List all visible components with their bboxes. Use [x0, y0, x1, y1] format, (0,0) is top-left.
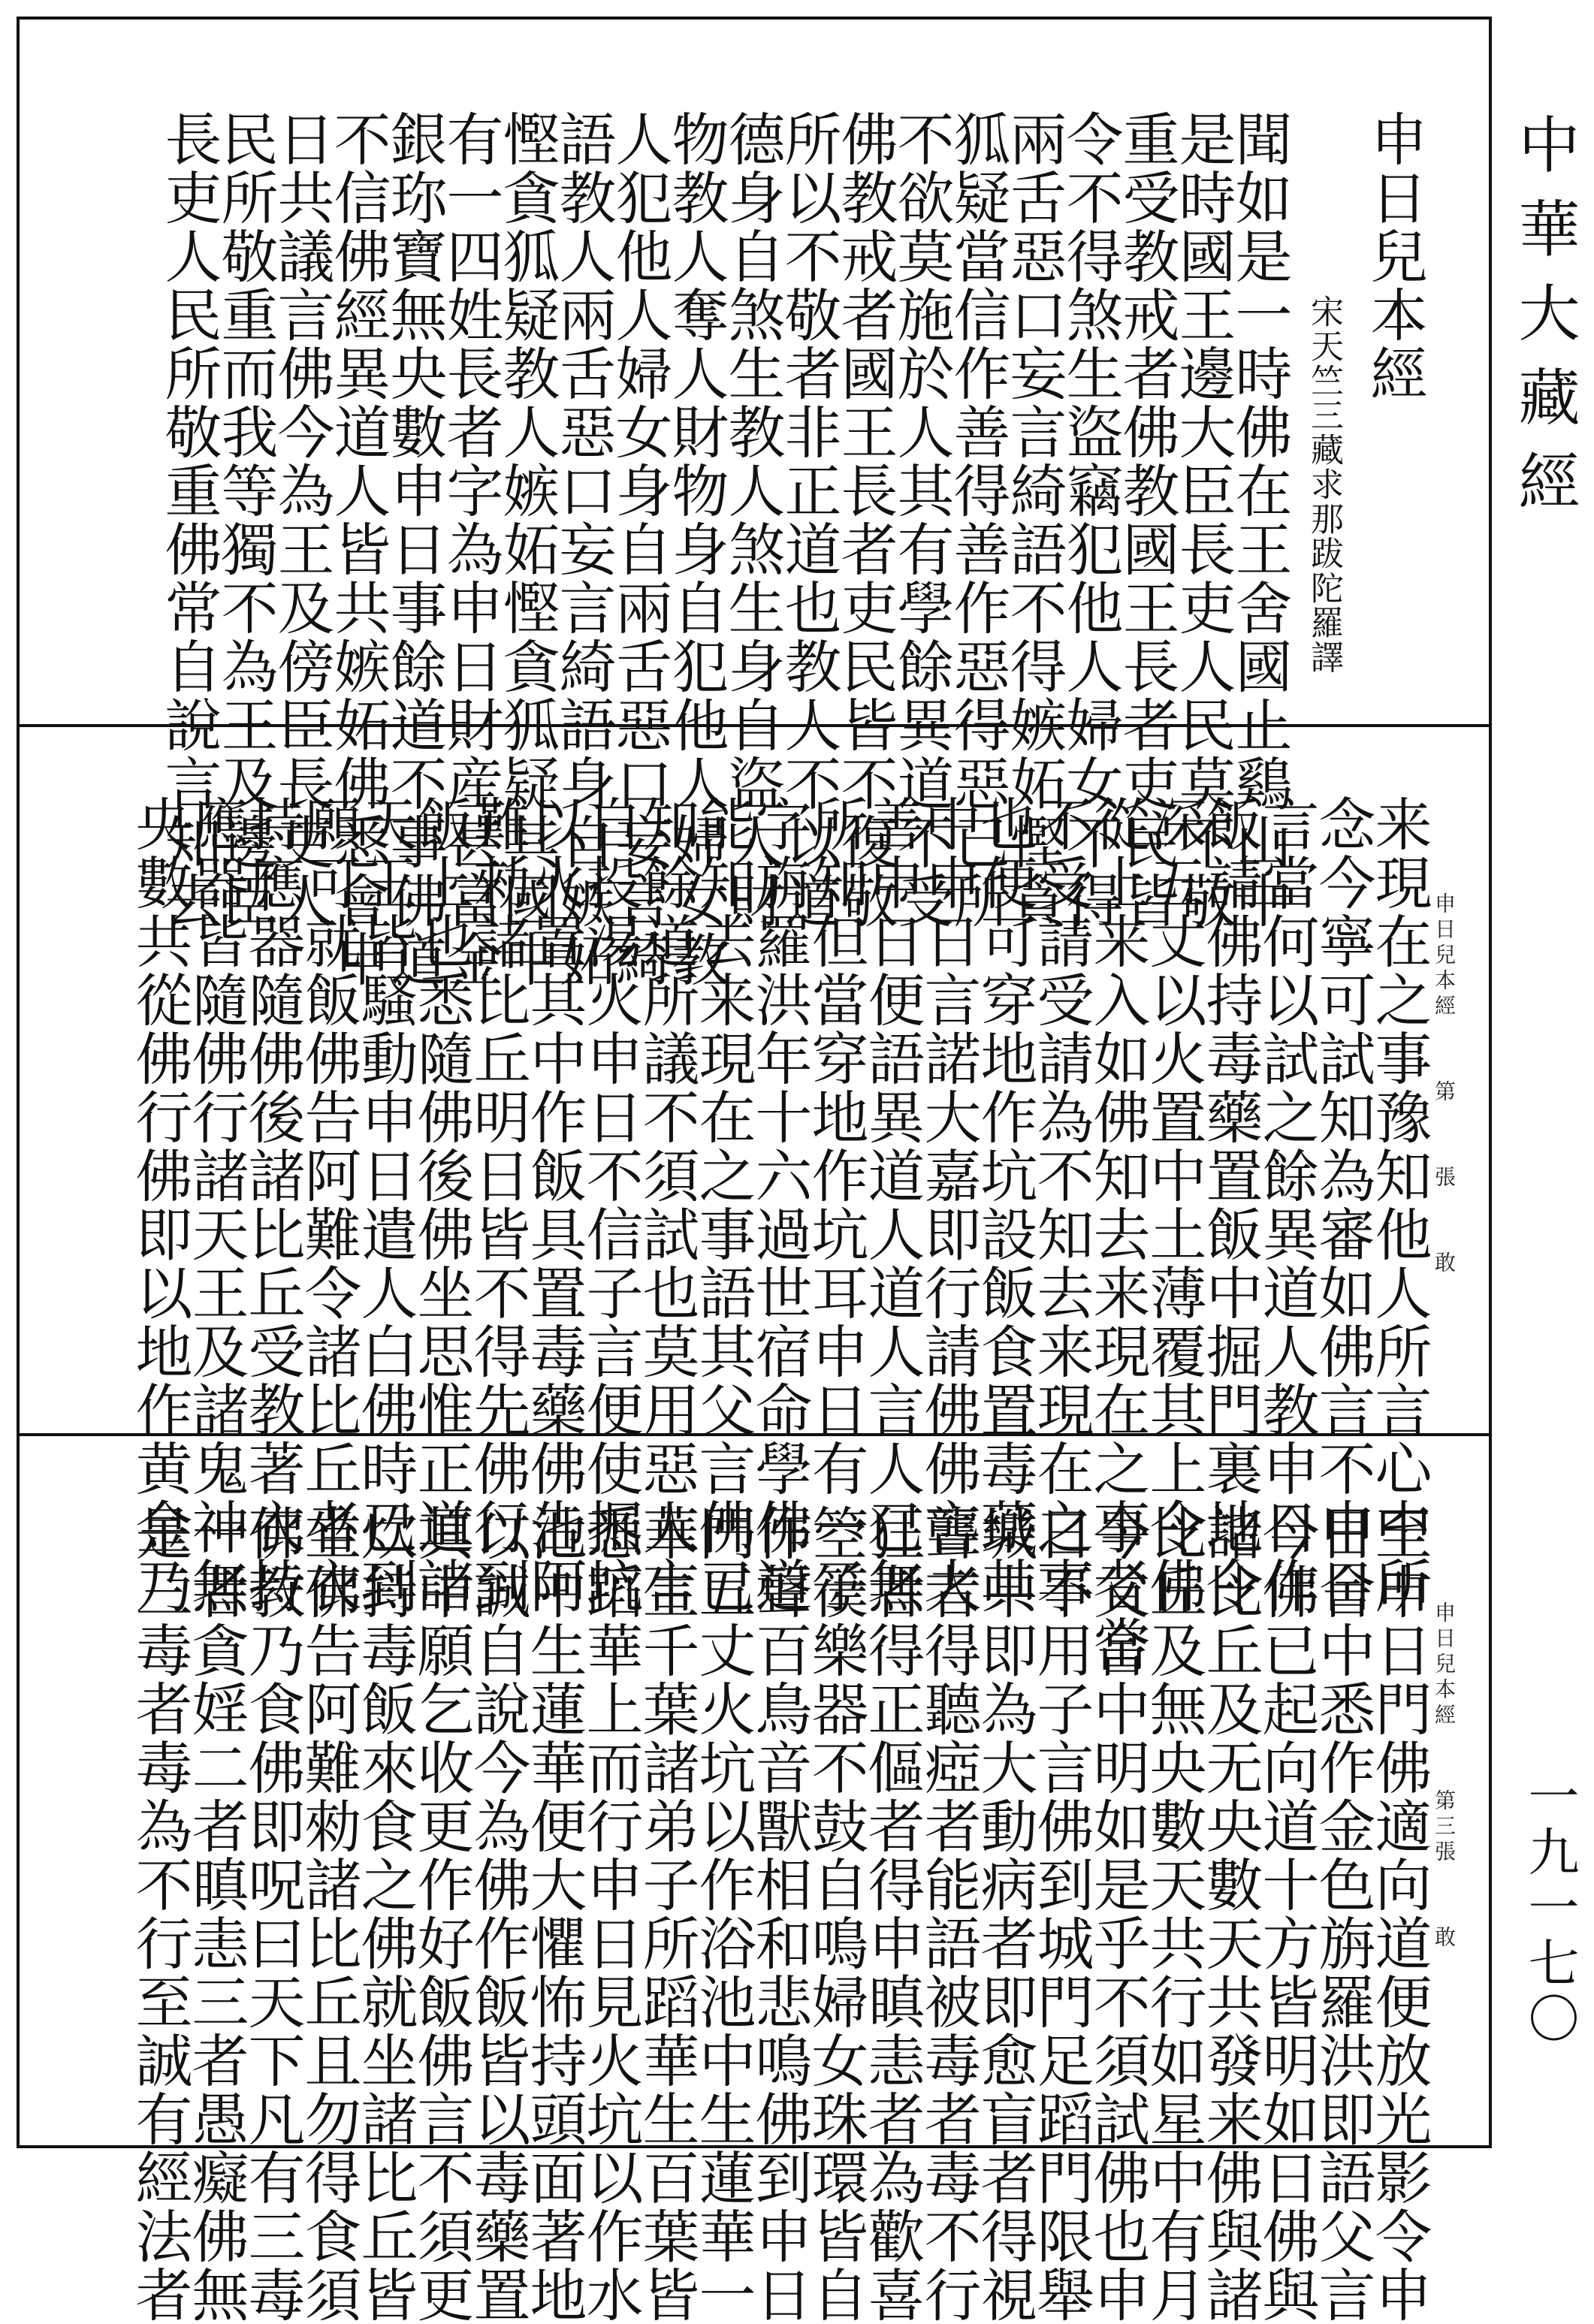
text-column: 深五丈以火置中土薄覆其上令佛: [1140, 795, 1207, 1615]
page-number: 一九一七〇: [1520, 1770, 1579, 2048]
text-column: 不信佛經異道人皆共嫉妬佛悉會申: [325, 110, 391, 988]
text-column: 門五丈火坑以作浴池中生蓮華一: [690, 1504, 756, 2324]
text-column: 狂者得正傴者得申瞋恚者為歡喜: [859, 1504, 925, 2324]
text-column: 物教人奪人財物身自犯他人婦女教: [663, 110, 729, 988]
text-column: 聞如是一時佛在王舍國止鷄山中: [1226, 110, 1293, 930]
text-column: 知餘道所議不須試也莫用惡人言: [633, 795, 700, 1615]
text-column: 日不用子言佛到城門足蹈門限舉: [1028, 1504, 1094, 2324]
text-column: 城中即為大動病者即愈盲者得視: [971, 1504, 1038, 2324]
text-column: 箜篌樂器不鼓自鳴婦女珠環皆自: [802, 1504, 869, 2324]
text-column: 民所敬重而我等獨不為王及邊臣: [212, 110, 279, 930]
text-column: 飯請佛持毒藥置飯中掘門裏地令: [1197, 795, 1263, 1615]
text-column: 来現在之事豫知他人所言心中所: [1366, 795, 1432, 1615]
text-column: 飯上也悉隨佛後佛坐思惟正道諸: [408, 795, 475, 1615]
translator-line: 宋天竺三藏求那跋陀羅譯: [1305, 294, 1343, 675]
text-column: 從上来入如佛知去来現在之事者當: [1084, 795, 1151, 1674]
text-column: 能知去来現在之事語其父言佛已: [690, 795, 756, 1615]
text-column: 自投湯火申日不信子言便使掘坑: [577, 795, 644, 1615]
panel-3-columns: [20, 1436, 1489, 2324]
text-column: 有一四姓長者字為申日財産甚富金: [437, 110, 504, 988]
text-column: 人犯他人婦女身自兩舌惡口妄言綺: [606, 110, 673, 988]
text-column: 華生千葉諸弟子所蹈華生百葉皆: [633, 1504, 700, 2324]
text-column: 作聲百鳥音獸相和悲鳴佛到申日: [746, 1504, 813, 2324]
text-column: 應器皆隨佛行諸天王及諸鬼神無: [183, 795, 249, 1615]
text-column: 字旃羅洪年十六過世宿命學佛道: [746, 795, 813, 1615]
text-column: 一者貪婬二者瞋恚三者愚癡佛無: [183, 1504, 249, 2324]
scripture-page: [17, 17, 1492, 2324]
text-column: 也便可穿地作坑設飯食置毒藥其: [971, 795, 1038, 1615]
text-column: 願可就飯佛告阿難令諸比丘者衣: [295, 795, 362, 1615]
text-column: 至申日門佛適向道便放光影令申: [1366, 1504, 1432, 2324]
text-column: 比丘及無央數天共行如星中有月: [1140, 1504, 1207, 2324]
text-column: 重受教戒者佛教國王長者吏民皆: [1113, 110, 1180, 930]
text-column: 今父舍中明如是乎不須試佛也申: [1084, 1504, 1151, 2324]
text-column: 難勑諸比丘明日皆不得先佛行到: [464, 795, 531, 1615]
text-column: 日共議言佛今為王及傍臣長吏人: [268, 110, 335, 930]
text-column: 是時國王邊大臣長吏人民莫不敬: [1170, 110, 1236, 930]
margin-note-part: 張: [1432, 1166, 1457, 1191]
panel-2-columns: [20, 727, 1489, 1674]
panel-1-columns: [20, 20, 1489, 988]
text-column: 是三毒者毒為不行至誠有經法者: [126, 1504, 193, 2324]
text-column: 池中生蓮華便大懼怖持頭面著地: [521, 1504, 587, 2324]
text-column: 狐疑當信作善得善作惡得惡已所: [944, 110, 1011, 930]
text-column: 慳貪狐疑教人嫉妬慳貪狐疑其國中: [494, 110, 560, 988]
text-column: 中申日言諾大嘉即行請佛佛言大: [915, 795, 982, 1615]
text-column: 聾者得聽瘂者能語被毒者毒不行: [915, 1504, 982, 2324]
margin-note-part: 申日兒本經: [1432, 1601, 1457, 1729]
text-column: 銀珎寶無央數申日事餘道不事佛道: [381, 110, 448, 988]
text-column: 其中願乞收更作好飯佛言不須更: [408, 1504, 475, 2324]
margin-note-part: 敢: [1432, 1926, 1457, 1951]
text-column: 以火置其中作飯具置毒藥佛告阿: [521, 795, 587, 1615]
margin-note-part: 敢: [1432, 1251, 1457, 1277]
panel-3: [20, 1433, 1489, 2324]
text-column: 令不得煞生盜竊犯他人婦女不得: [1057, 110, 1124, 930]
text-column: 不受請受請為不知去来現在之事: [1028, 795, 1094, 1615]
text-column: 長吏人民所敬重佛常自說言知去: [155, 110, 222, 930]
collection-title: 中華大藏經: [1508, 113, 1580, 533]
margin-note: [1427, 1504, 1459, 2172]
margin-note-part: 申日兒本經: [1432, 892, 1457, 1020]
text-column: 所知但當穿地作坑耳申日有一子: [802, 795, 869, 1615]
text-column: 善申日便語異道人道人言人已無: [859, 795, 925, 1615]
text-column: 天王皆騷動申日遣人白佛時已到: [352, 795, 418, 1615]
text-column: 日舍中悉作金色旃羅洪即語父言: [1309, 1504, 1376, 2324]
text-column: 語教人兩舌惡口妄言綺語身自嫉妬: [550, 110, 617, 988]
text-column: 諸比丘及无央數天共發来佛與諸: [1197, 1504, 1263, 2324]
text-column: 佛教戒者國王長者吏民皆不復敬: [832, 110, 898, 930]
text-column: 兩舌惡口妄言綺語不得嫉妬慳貪: [1001, 110, 1067, 930]
text-column: 言當何以試之餘異道人教申日作: [1253, 795, 1320, 1615]
text-column: 德身自煞生教人煞生身自盜人財: [719, 110, 786, 930]
margin-note: [1427, 795, 1459, 1463]
margin-note-part: 第: [1432, 1080, 1457, 1106]
text-column: 今佛已起向道十方皆明如日佛與: [1253, 1504, 1320, 2324]
text-column: 悉蹈華上而行申日見火坑以作水: [577, 1504, 644, 2324]
text-column: 持應器隨佛後諸比丘受教著衣持: [239, 795, 306, 1615]
text-column: 所以不敬者非正道也教人不以道: [775, 110, 842, 930]
text-column: 央數共從佛行佛即以地作黄金乃: [126, 795, 193, 1615]
panel-1: [20, 20, 1489, 988]
text-column: 坐佛告阿難勑諸比丘且勿得食須: [295, 1504, 362, 2324]
sutra-title: 申日兒本經: [1361, 110, 1428, 403]
panel-2: [20, 724, 1489, 1674]
text-column: 不欲莫施於人其有學餘異道不受: [888, 110, 955, 930]
text-column: 炊持毒飯來食之佛就坐諸比丘皆: [352, 1504, 418, 2324]
text-column: 佛教乃食佛即呪曰天下凡有三毒: [239, 1504, 306, 2324]
margin-note-part: 第三張: [1432, 1789, 1457, 1866]
text-column: 以誠自說今為佛作飯皆以毒藥置: [464, 1504, 531, 2324]
text-column: 念今寧可試知為審如佛言不申日: [1309, 795, 1376, 1615]
